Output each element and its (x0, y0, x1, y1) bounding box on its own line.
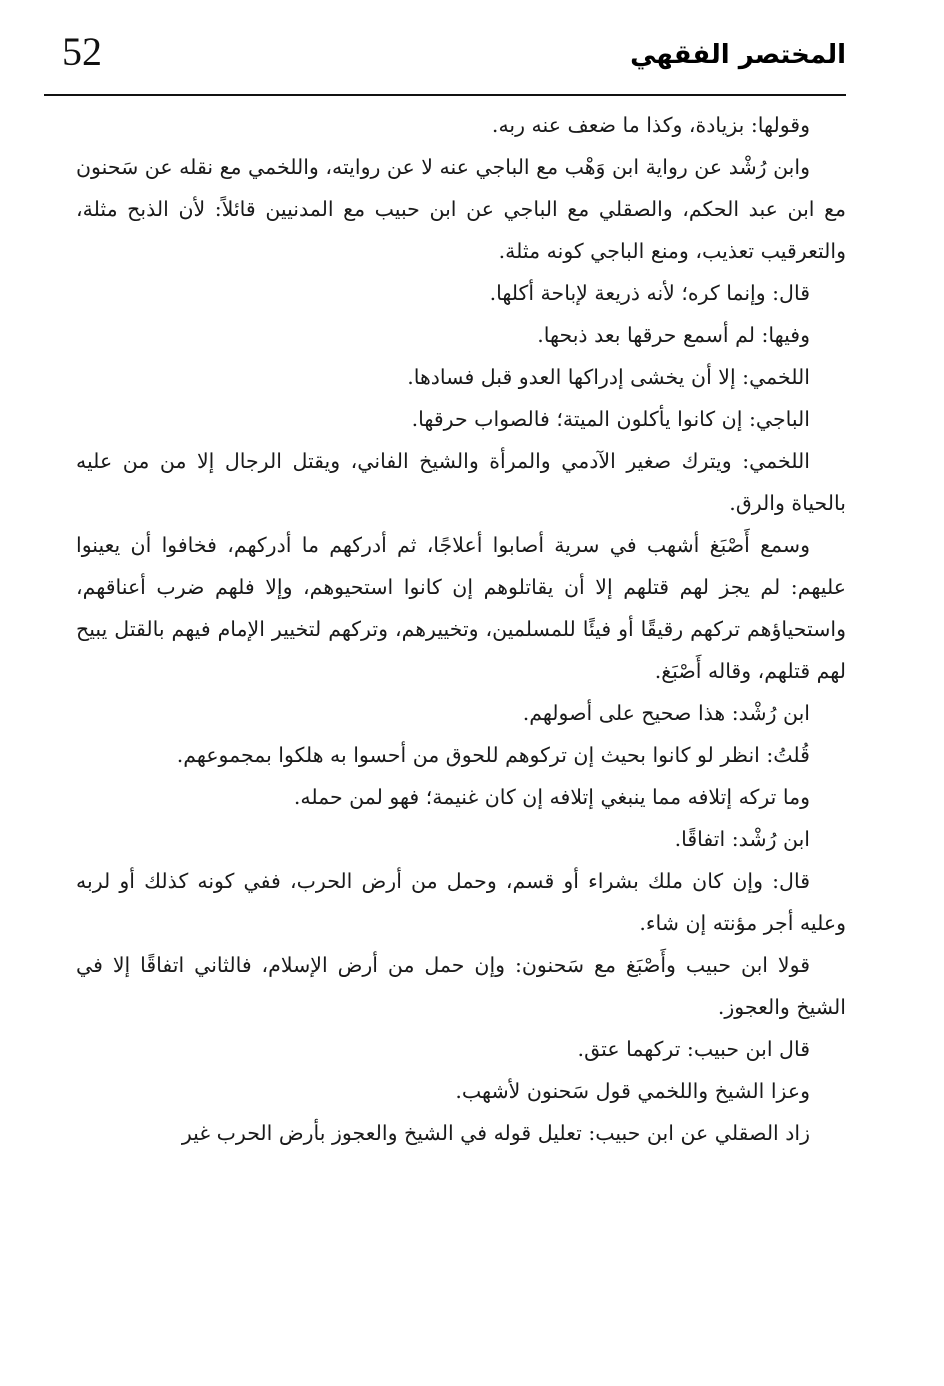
paragraph: قولا ابن حبيب وأَصْبَغ مع سَحنون: وإن حمل من أرض الإسلام، فالثاني اتفاقًا إلا في الشيخ والعجوز. (76, 953, 846, 1019)
paragraph: وابن رُشْد عن رواية ابن وَهْب مع الباجي عنه لا عن روايته، واللخمي مع نقله عن سَحنون مع ابن عبد الحكم، والصقلي مع الباجي عن ابن حبيب مع المدنيين قائلاً: لأن الذبح مثلة، والتعرقيب تعذيب، ومنع الباجي كونه مثلة. (76, 155, 846, 263)
paragraph: وفيها: لم أسمع حرقها بعد ذبحها. (537, 323, 810, 347)
paragraph: قال: وإن كان ملك بشراء أو قسم، وحمل من أرض الحرب، ففي كونه كذلك أو لربه وعليه أجر مؤنته إن شاء. (76, 869, 846, 935)
running-title: المختصر الفقهي (630, 40, 846, 70)
paragraph: وسمع أَصْبَغ أشهب في سرية أصابوا أعلاجًا، ثم أدركهم ما أدركهم، فخافوا أن يعينوا عليهم: لم يجز لهم قتلهم إلا أن يقاتلوهم إن كانوا استحيوهم، وإلا فلهم ضرب أعناقهم، واستحياؤهم تركهم رقيقًا أو فيئًا للمسلمين، وتخييرهم، وتركهم لتخيير الإمام فيهم بالقتل يبيح لهم قتلهم، وقاله أَصْبَغ. (76, 533, 846, 683)
page-number: 52 (62, 29, 102, 74)
paragraph: ابن رُشْد: اتفاقًا. (674, 827, 810, 851)
paragraph: قال: وإنما كره؛ لأنه ذريعة لإباحة أكلها. (489, 281, 810, 305)
paragraph: ابن رُشْد: هذا صحيح على أصولهم. (522, 701, 810, 725)
page-header (44, 22, 846, 96)
paragraph: وما تركه إتلافه مما ينبغي إتلافه إن كان غنيمة؛ فهو لمن حمله. (293, 785, 810, 809)
paragraph: الباجي: إن كانوا يأكلون الميتة؛ فالصواب حرقها. (411, 407, 810, 431)
paragraph: اللخمي: إلا أن يخشى إدراكها العدو قبل فسادها. (407, 365, 810, 389)
paragraph: وعزا الشيخ واللخمي قول سَحنون لأشهب. (455, 1079, 810, 1103)
paragraph: وقولها: بزيادة، وكذا ما ضعف عنه ربه. (491, 113, 810, 137)
paragraph: زاد الصقلي عن ابن حبيب: تعليل قوله في الشيخ والعجوز بأرض الحرب غير (181, 1121, 810, 1145)
page-body (76, 104, 846, 1326)
paragraph: قال ابن حبيب: تركهما عتق. (577, 1037, 810, 1061)
paragraph: قُلتُ: انظر لو كانوا بحيث إن تركوهم للحوق من أحسوا به هلكوا بمجموعهم. (176, 743, 810, 767)
paragraph: اللخمي: ويترك صغير الآدمي والمرأة والشيخ الفاني، ويقتل الرجال إلا من من عليه بالحياة والرق. (76, 449, 846, 515)
